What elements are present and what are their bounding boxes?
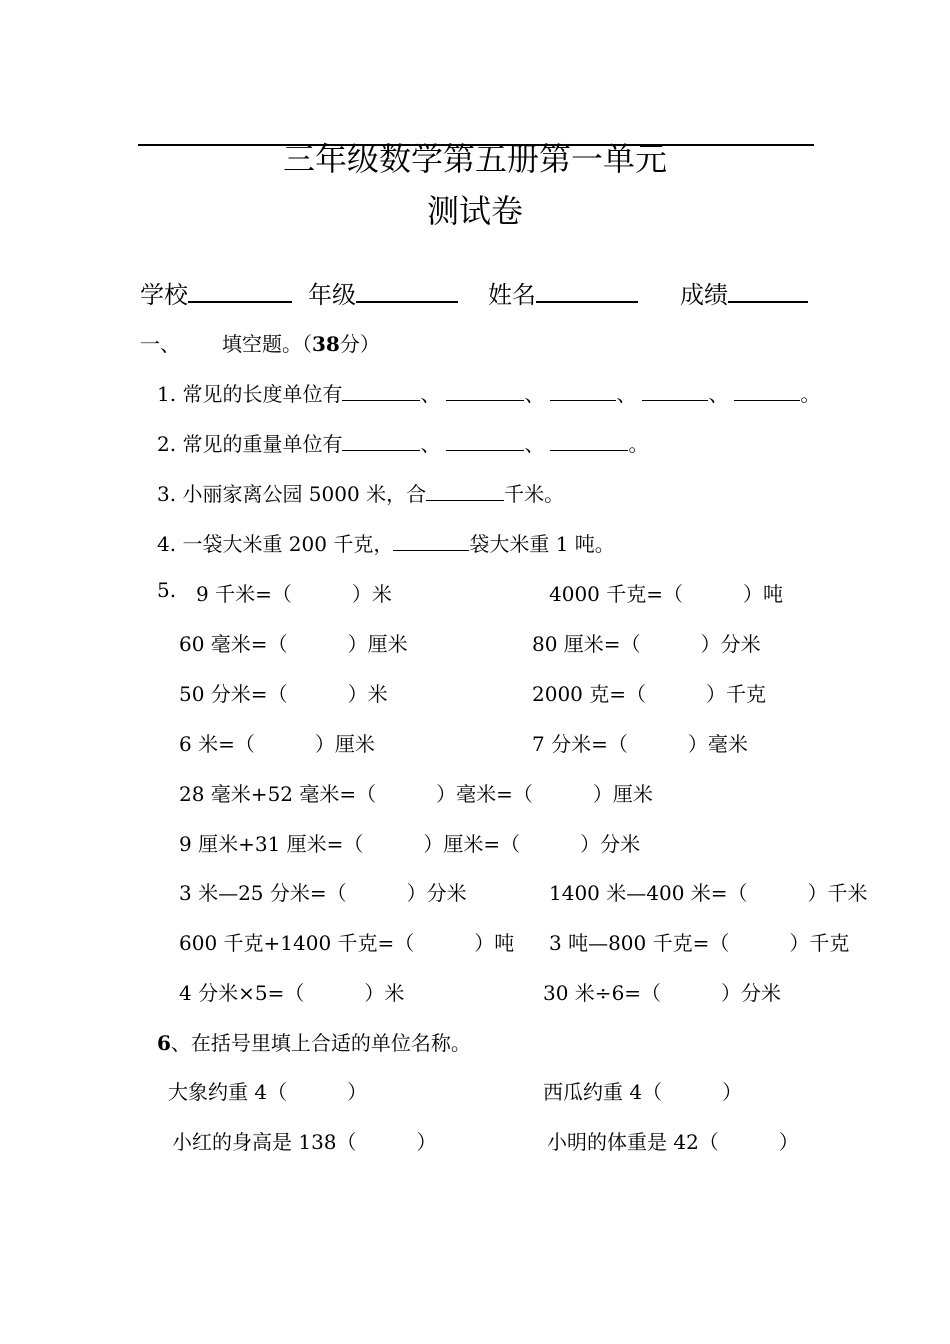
- section-number: 一、: [140, 332, 180, 356]
- q1-blank-5[interactable]: [734, 382, 800, 401]
- q1-sep: 、: [708, 382, 729, 406]
- question-3: [157, 478, 564, 507]
- section-heading: [140, 328, 380, 357]
- q1-sep: 、: [524, 382, 545, 406]
- q4-text-b: 袋大米重 1 吨。: [469, 532, 615, 556]
- q5-row-1-left: 9 千米=（ ）米: [196, 582, 392, 606]
- question-1: [157, 378, 820, 407]
- q2-blank-2[interactable]: [446, 432, 524, 451]
- q3-text-a: 小丽家离公园 5000 米，合: [182, 482, 427, 506]
- q5-row-3-left: 50 分米=（ ）米: [179, 682, 388, 706]
- q5-row-3-right: 2000 克=（ ）千克: [532, 682, 767, 706]
- section-title: 填空题。（: [222, 332, 312, 356]
- q2-number: 2.: [157, 432, 177, 456]
- q1-blank-2[interactable]: [446, 382, 524, 401]
- school-field[interactable]: [140, 275, 292, 310]
- q2-sep: 、: [420, 432, 441, 456]
- name-field[interactable]: [488, 275, 638, 310]
- section-title-end: 分）: [339, 332, 380, 356]
- q5-row-6: 9 厘米+31 厘米=（ ）厘米=（ ）分米: [179, 832, 641, 856]
- q5-row-1-right: 4000 千克=（ ）吨: [549, 582, 784, 606]
- grade-label: 年级: [308, 281, 356, 309]
- worksheet-subtitle: 测试卷: [426, 192, 523, 230]
- score-label: 成绩: [680, 281, 728, 309]
- section-points: 38: [312, 332, 340, 356]
- q1-blank-1[interactable]: [342, 382, 420, 401]
- q6-title: 、在括号里填上合适的单位名称。: [170, 1031, 471, 1055]
- q5-row-9-right: 30 米÷6=（ ）分米: [543, 981, 782, 1005]
- q2-blank-3[interactable]: [550, 432, 628, 451]
- name-blank[interactable]: [536, 277, 638, 303]
- school-blank[interactable]: [188, 277, 292, 303]
- q5-row-9-left: 4 分米×5=（ ）米: [179, 981, 405, 1005]
- q5-number: 5.: [157, 578, 177, 602]
- q6-number: 6: [157, 1031, 171, 1055]
- q2-sep: 、: [524, 432, 545, 456]
- q4-text-a: 一袋大米重 200 千克，: [182, 532, 394, 556]
- q5-row-8-left: 600 千克+1400 千克=（ ）吨: [179, 931, 515, 955]
- q1-sep: 、: [616, 382, 637, 406]
- score-blank[interactable]: [728, 277, 808, 303]
- q6-item-3: 小红的身高是 138（ ）: [172, 1130, 437, 1154]
- q1-sep: 、: [420, 382, 441, 406]
- q5-row-2-right: 80 厘米=（ ）分米: [532, 632, 761, 656]
- q2-end: 。: [628, 432, 649, 456]
- score-field[interactable]: [680, 275, 808, 310]
- grade-field[interactable]: [308, 275, 458, 310]
- q1-end: 。: [800, 382, 821, 406]
- q1-text: 常见的长度单位有: [182, 382, 343, 406]
- q2-blank-1[interactable]: [342, 432, 420, 451]
- q3-number: 3.: [157, 482, 177, 506]
- q5-row-5: 28 毫米+52 毫米=（ ）毫米=（ ）厘米: [179, 782, 653, 806]
- q6-item-1: 大象约重 4（ ）: [168, 1080, 368, 1104]
- question-4: [157, 528, 615, 557]
- question-6-heading: [157, 1027, 471, 1056]
- grade-blank[interactable]: [356, 277, 458, 303]
- name-label: 姓名: [488, 281, 536, 309]
- q5-row-2-left: 60 毫米=（ ）厘米: [179, 632, 408, 656]
- q5-row-7-left: 3 米—25 分米=（ ）分米: [179, 881, 467, 905]
- q4-number: 4.: [157, 532, 177, 556]
- worksheet-title: 三年级数学第五册第一单元: [282, 140, 667, 178]
- q1-blank-3[interactable]: [550, 382, 616, 401]
- q4-blank[interactable]: [393, 532, 469, 551]
- q6-item-2: 西瓜约重 4（ ）: [543, 1080, 743, 1104]
- q5-row-7-right: 1400 米—400 米=（ ）千米: [549, 881, 868, 905]
- q6-item-4: 小明的体重是 42（ ）: [547, 1130, 799, 1154]
- q5-row-4-right: 7 分米=（ ）毫米: [532, 732, 748, 756]
- q5-row-8-right: 3 吨—800 千克=（ ）千克: [549, 931, 850, 955]
- q1-number: 1.: [157, 382, 177, 406]
- q2-text: 常见的重量单位有: [182, 432, 343, 456]
- question-2: [157, 428, 648, 457]
- q3-blank[interactable]: [426, 482, 504, 501]
- q1-blank-4[interactable]: [642, 382, 708, 401]
- school-label: 学校: [140, 281, 188, 309]
- q5-row-4-left: 6 米=（ ）厘米: [179, 732, 375, 756]
- q3-text-b: 千米。: [504, 482, 565, 506]
